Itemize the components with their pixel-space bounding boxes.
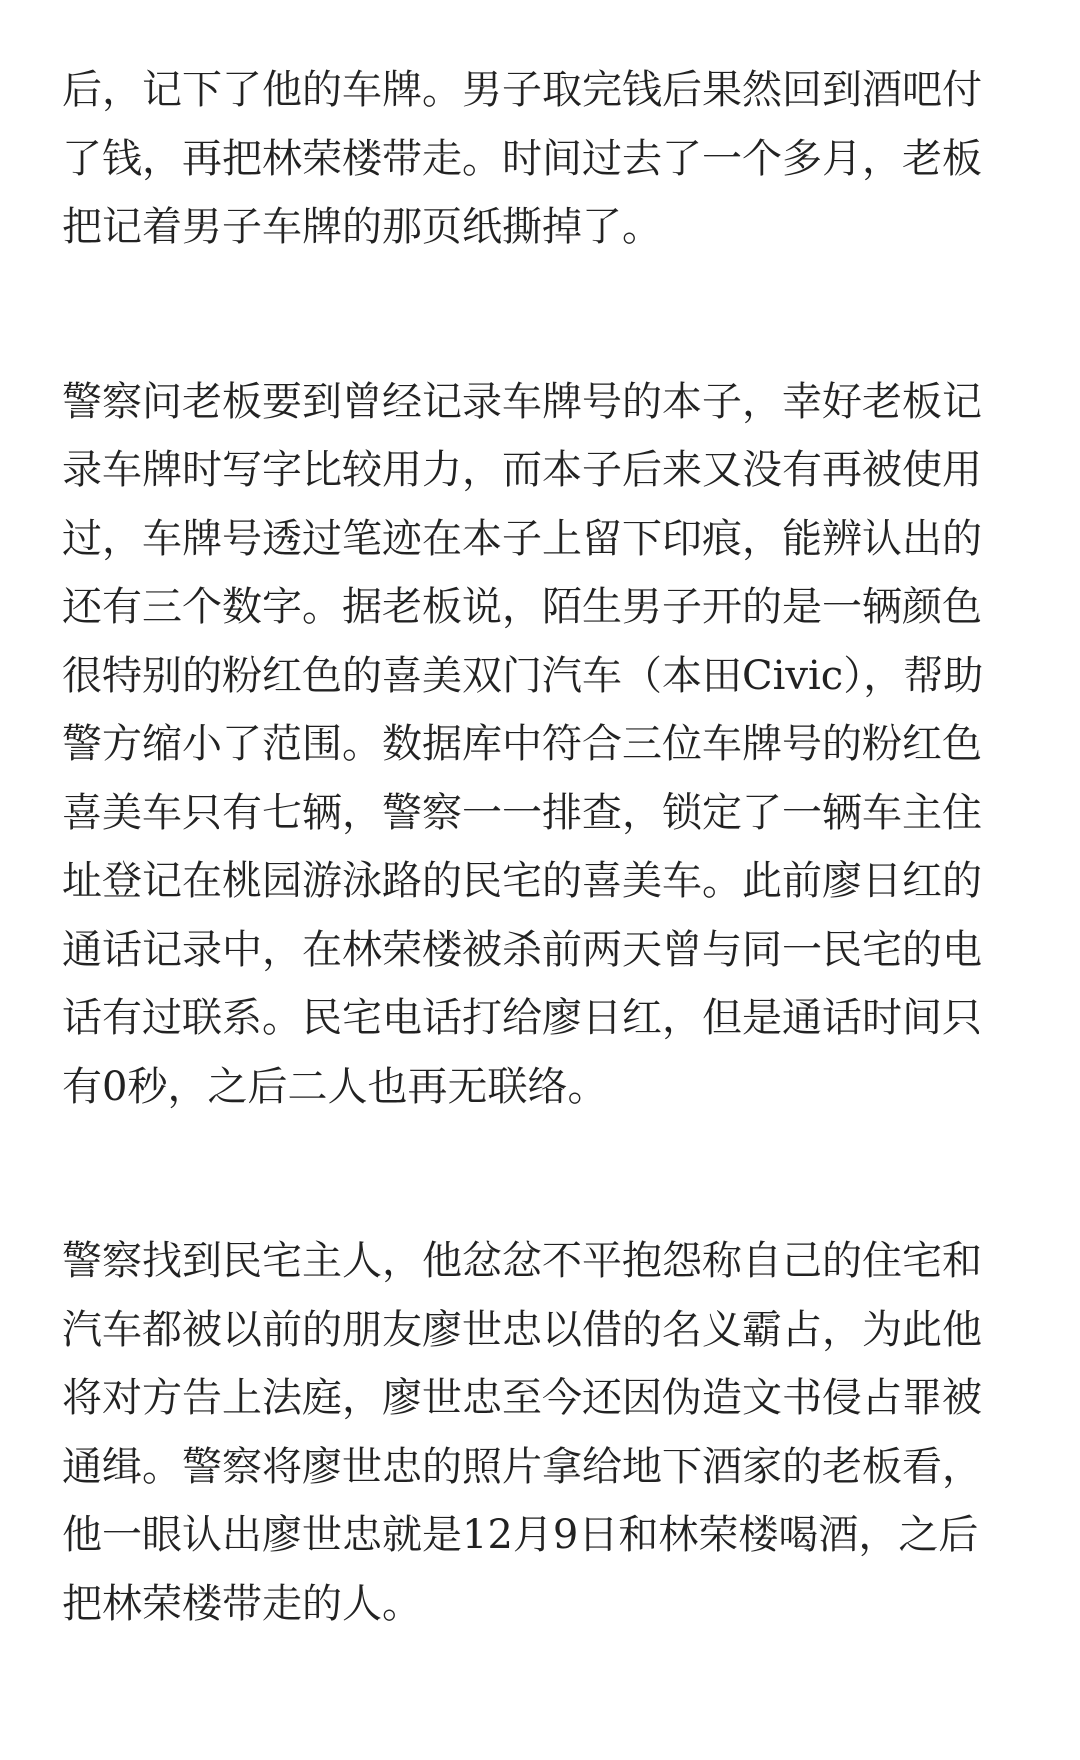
text-line: 喜美车只有七辆，警察一一排查，锁定了一辆车主住 (62, 789, 982, 836)
paragraph-2 (62, 368, 1022, 1122)
text-line: 警察问老板要到曾经记录车牌号的本子，幸好老板记 (62, 378, 982, 425)
text-line: 汽车都被以前的朋友廖世忠以借的名义霸占，为此他 (62, 1306, 982, 1353)
paragraph-spacer (62, 1121, 1022, 1227)
text-line: 过，车牌号透过笔迹在本子上留下印痕，能辨认出的 (62, 515, 982, 562)
text-line: 把林荣楼带走的人。 (62, 1580, 422, 1627)
text-line: 警察找到民宅主人，他忿忿不平抱怨称自己的住宅和 (62, 1238, 982, 1284)
text-line: 通缉。警察将廖世忠的照片拿给地下酒家的老板看， (62, 1443, 982, 1490)
text-line: 他一眼认出廖世忠就是12月9日和林荣楼喝酒，之后 (62, 1512, 979, 1558)
text-line: 将对方告上法庭，廖世忠至今还因伪造文书侵占罪被 (62, 1375, 982, 1421)
text-line: 了钱，再把林荣楼带走。时间过去了一个多月，老板 (62, 135, 982, 182)
paragraph-3 (62, 1227, 1022, 1638)
text-line: 很特别的粉红色的喜美双门汽车（本田Civic），帮助 (62, 652, 984, 699)
text-line: 有0秒，之后二人也再无联络。 (62, 1063, 608, 1110)
text-line: 通话记录中，在林荣楼被杀前两天曾与同一民宅的电 (62, 926, 982, 973)
text-line: 还有三个数字。据老板说，陌生男子开的是一辆颜色 (62, 584, 982, 630)
paragraph-spacer (62, 262, 1022, 368)
text-line: 址登记在桃园游泳路的民宅的喜美车。此前廖日红的 (62, 858, 982, 904)
article-body (62, 56, 1022, 1638)
text-line: 录车牌时写字比较用力，而本子后来又没有再被使用 (62, 447, 982, 493)
text-line: 把记着男子车牌的那页纸撕掉了。 (62, 204, 662, 250)
text-line: 后，记下了他的车牌。男子取完钱后果然回到酒吧付 (62, 67, 982, 113)
text-line: 警方缩小了范围。数据库中符合三位车牌号的粉红色 (62, 721, 982, 767)
text-line: 话有过联系。民宅电话打给廖日红，但是通话时间只 (62, 995, 982, 1041)
paragraph-1 (62, 56, 1022, 262)
